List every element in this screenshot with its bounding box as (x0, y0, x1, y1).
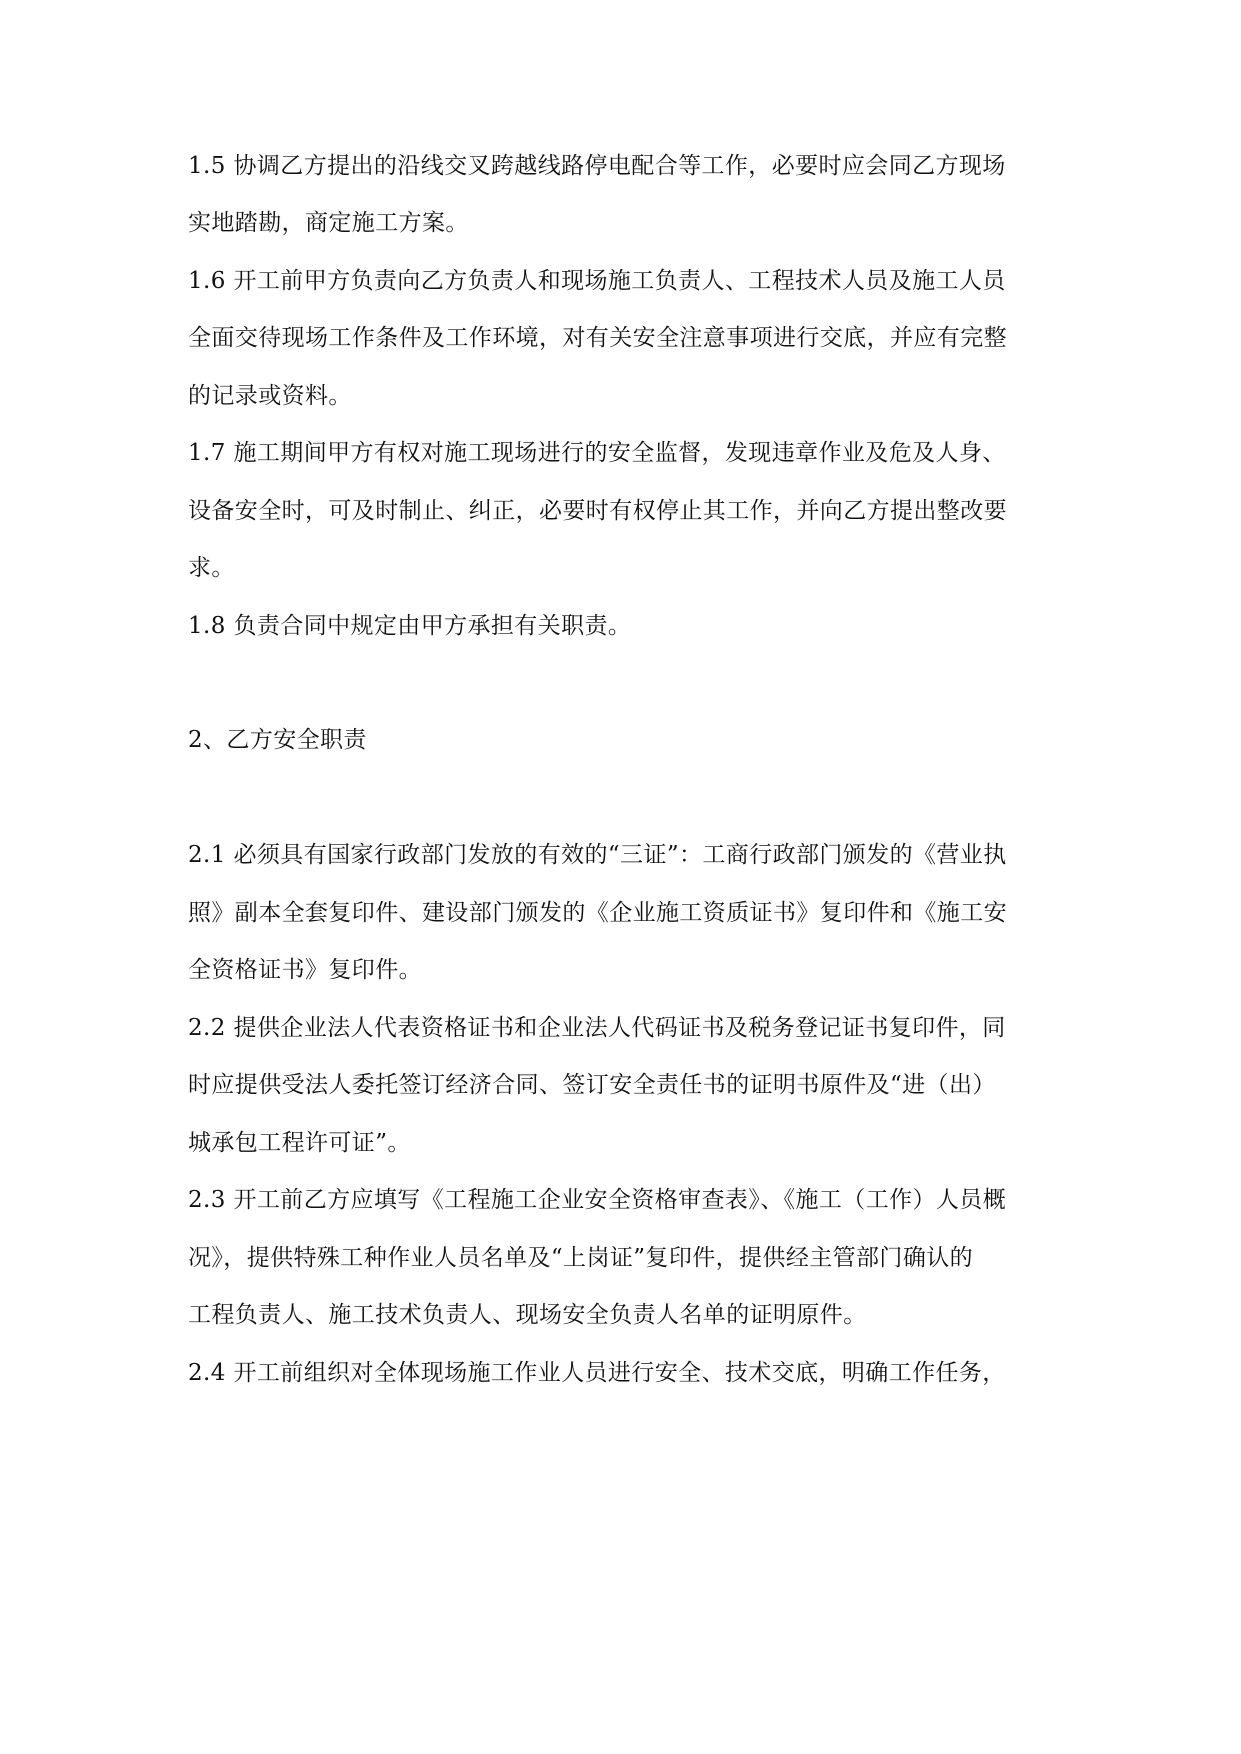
paragraph-2-3-line-3: 工程负责人、施工技术负责人、现场安全负责人名单的证明原件。 (188, 1302, 867, 1328)
paragraph-2-1-line-1: 2.1 必须具有国家行政部门发放的有效的“三证”：工商行政部门颁发的《营业执 (188, 842, 1007, 868)
paragraph-2-3-line-2: 况》，提供特殊工种作业人员名单及“上岗证”复印件，提供经主管部门确认的 (188, 1245, 974, 1271)
paragraph-1-7-line-1: 1.7 施工期间甲方有权对施工现场进行的安全监督，发现违章作业及危及人身、 (188, 440, 1006, 466)
paragraph-1-7-line-2: 设备安全时，可及时制止、纠正，必要时有权停止其工作，并向乙方提出整改要 (188, 498, 1007, 524)
paragraph-1-6-line-2: 全面交待现场工作条件及工作环境，对有关安全注意事项进行交底，并应有完整 (188, 325, 1007, 351)
paragraph-1-6-line-1: 1.6 开工前甲方负责向乙方负责人和现场施工负责人、工程技术人员及施工人员 (188, 268, 1006, 294)
paragraph-1-5-line-2: 实地踏勘，商定施工方案。 (188, 210, 469, 236)
paragraph-2-1-line-3: 全资格证书》复印件。 (188, 957, 422, 983)
paragraph-1-7-line-3: 求。 (188, 555, 235, 581)
paragraph-1-8-line-1: 1.8 负责合同中规定由甲方承担有关职责。 (188, 613, 632, 639)
paragraph-1-6-line-3: 的记录或资料。 (188, 383, 352, 409)
paragraph-2-2-line-1: 2.2 提供企业法人代表资格证书和企业法人代码证书及税务登记证书复印件，同 (188, 1015, 1006, 1041)
paragraph-1-5-line-1: 1.5 协调乙方提出的沿线交叉跨越线路停电配合等工作，必要时应会同乙方现场 (188, 153, 1006, 179)
section-heading-2: 2、乙方安全职责 (188, 727, 367, 753)
paragraph-2-2-line-3: 城承包工程许可证”。 (188, 1130, 411, 1156)
paragraph-2-2-line-2: 时应提供受法人委托签订经济合同、签订安全责任书的证明书原件及“进（出） (188, 1072, 996, 1098)
paragraph-2-1-line-2: 照》副本全套复印件、建设部门颁发的《企业施工资质证书》复印件和《施工安 (188, 900, 1007, 926)
paragraph-2-3-line-1: 2.3 开工前乙方应填写《工程施工企业安全资格审查表》、《施工（工作）人员概 (188, 1187, 1007, 1213)
paragraph-2-4-line-1: 2.4 开工前组织对全体现场施工作业人员进行安全、技术交底，明确工作任务， (188, 1360, 1006, 1386)
